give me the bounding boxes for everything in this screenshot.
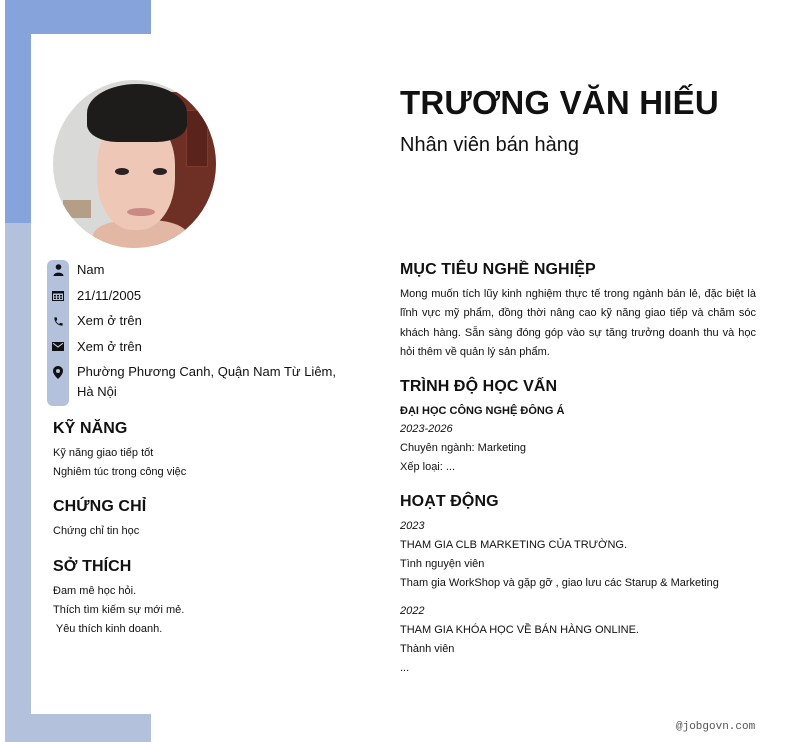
- contact-address: Phường Phương Canh, Quận Nam Từ Liêm, Hà Nội: [47, 362, 347, 402]
- activities-heading: HOẠT ĐỘNG: [400, 493, 499, 510]
- activity-year: 2023: [400, 520, 425, 532]
- objective-section: [400, 261, 756, 362]
- decor-bar-bottom: [31, 714, 151, 742]
- skills-heading: KỸ NĂNG: [53, 420, 128, 437]
- activity-role: Tình nguyện viên: [400, 558, 485, 570]
- hobbies-heading: SỞ THÍCH: [53, 558, 132, 575]
- contact-birthday: 21/11/2005: [47, 286, 347, 306]
- education-major: Chuyên ngành: Marketing: [400, 442, 526, 454]
- activity-entry: [400, 602, 756, 678]
- candidate-name: TRƯƠNG VĂN HIẾU: [400, 84, 719, 121]
- activity-entry: [400, 517, 756, 593]
- job-title: Nhân viên bán hàng: [400, 134, 580, 156]
- objective-heading: MỤC TIÊU NGHỀ NGHIỆP: [400, 261, 596, 278]
- education-period: 2023-2026: [400, 423, 453, 435]
- contact-gender: Nam: [47, 260, 347, 280]
- contact-list: [47, 260, 347, 408]
- education-heading: TRÌNH ĐỘ HỌC VẤN: [400, 378, 558, 395]
- certificates-section: [53, 498, 343, 541]
- contact-email: Xem ở trên: [47, 337, 347, 357]
- person-icon: [47, 260, 69, 280]
- skills-section: [53, 420, 343, 482]
- school-name: ĐẠI HỌC CÔNG NGHỆ ĐÔNG Á: [400, 405, 565, 417]
- certificate-item: Chứng chỉ tin học: [53, 525, 140, 537]
- profile-photo: [53, 80, 216, 248]
- activity-role: Thành viên: [400, 643, 455, 655]
- objective-text: Mong muốn tích lũy kinh nghiệm thực tế trong ngành bán lẻ, đặc biệt là lĩnh vực mỹ phẩm, đồng thời nâng cao kỹ năng giao tiếp và chăm sóc khách hàng. Sẵn sàng đóng góp vào sự tăng trưởng doanh thu và học hỏi thêm về quản lý sản phẩm.: [400, 288, 756, 358]
- decor-bar-left-light: [5, 223, 31, 742]
- activity-description: Tham gia WorkShop và gặp gỡ , giao lưu các Starup & Marketing: [400, 577, 719, 589]
- activity-name: THAM GIA CLB MARKETING CỦA TRƯỜNG.: [400, 539, 628, 551]
- hobby-item: Đam mê học hỏi.: [53, 585, 137, 597]
- hobby-item: Yêu thích kinh doanh.: [53, 623, 163, 635]
- location-icon: [47, 362, 69, 382]
- skill-item: Kỹ năng giao tiếp tốt: [53, 447, 154, 459]
- email-icon: [47, 337, 69, 357]
- skill-item: Nghiêm túc trong công việc: [53, 466, 187, 478]
- hobbies-section: [53, 558, 343, 639]
- certificates-heading: CHỨNG CHỈ: [53, 498, 147, 515]
- activities-section: [400, 493, 756, 678]
- decor-bar-top: [5, 0, 151, 34]
- watermark: @jobgovn.com: [676, 721, 756, 733]
- phone-icon: [47, 311, 69, 331]
- education-section: [400, 378, 756, 477]
- activity-name: THAM GIA KHÓA HỌC VỀ BÁN HÀNG ONLINE.: [400, 624, 639, 636]
- hobby-item: Thích tìm kiếm sự mới mẻ.: [53, 604, 185, 616]
- contact-phone: Xem ở trên: [47, 311, 347, 331]
- activity-description: ...: [400, 662, 410, 674]
- decor-bar-left-dark: [5, 34, 31, 223]
- calendar-icon: [47, 286, 69, 306]
- education-rank: Xếp loại: ...: [400, 461, 456, 473]
- activity-year: 2022: [400, 605, 425, 617]
